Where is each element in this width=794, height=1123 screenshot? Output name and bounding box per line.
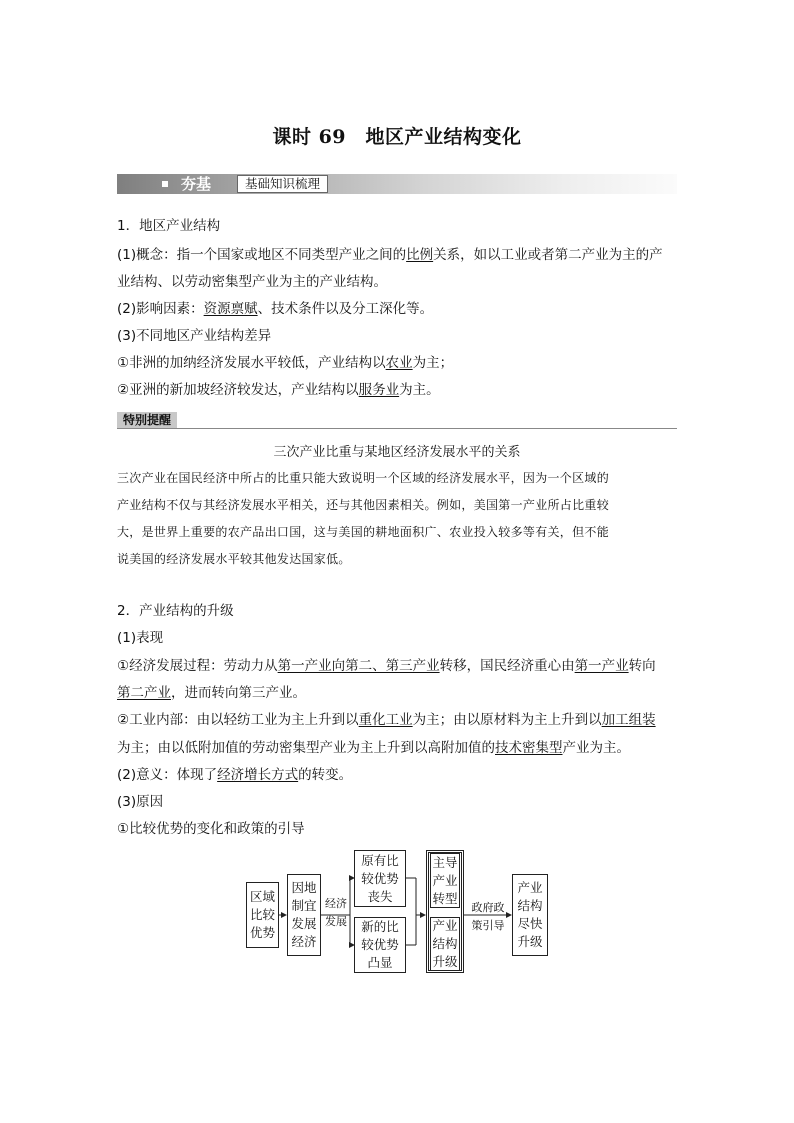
banner-tag-label: 基础知识梳理 [237,175,328,193]
box-structure-upgrade: 产业 结构 升级 [430,917,460,971]
box-local-development: 因地 制宜 发展 经济 [287,874,321,956]
asia-line: ②亚洲的新加坡经济较发达，产业结构以服务业为主。 [117,382,440,398]
factors-line: (2)影响因素：资源禀赋、技术条件以及分工深化等。 [117,301,434,317]
economic-process-line-2: 第二产业，进而转向第三产业。 [117,685,306,701]
reason-1-line: ①比较优势的变化和政策的引导 [117,821,305,837]
tip-label: 特别提醒 [117,412,177,428]
tip-text-line: 说美国的经济发展水平较其他发达国家低。 [117,552,351,566]
industry-line-2: 为主；由以低附加值的劳动密集型产业为主上升到以高附加值的技术密集型产业为主。 [117,740,630,756]
square-bullet-icon [162,181,168,187]
box-leading-industry-transform: 主导 产业 转型 [430,853,460,908]
performance-heading: (1)表现 [117,630,164,646]
significance-line: (2)意义：体现了经济增长方式的转变。 [117,767,353,783]
tip-text-line: 三次产业在国民经济中所占的比重只能大致说明一个区域的经济发展水平，因为一个区域的 [117,471,610,485]
box-new-advantage-emerges: 新的比 较优势 凸显 [354,917,406,973]
economic-process-line-1: ①经济发展过程：劳动力从第一产业向第二、第三产业转移，国民经济重心由第一产业转向 [117,658,656,674]
page-title: 课时 69 地区产业结构变化 [272,126,522,148]
tip-text-line: 产业结构不仅与其经济发展水平相关，还与其他因素相关。例如，美国第一产业所占比重较 [117,498,610,512]
box-regional-advantage: 区域 比较 优势 [246,882,279,948]
section-banner [117,174,677,194]
box-rapid-upgrade: 产业 结构 尽快 升级 [512,874,548,956]
tip-text-line: 大，是世界上重要的农产品出口国，这与美国的耕地面积广、农业投入较多等有关，但不能 [117,525,610,539]
tip-bar [117,412,677,429]
industry-line-1: ②工业内部：由以轻纺工业为主上升到以重化工业为主；由以原材料为主上升到以加工组装 [117,712,656,728]
flow-diagram [240,845,560,975]
differences-heading: (3)不同地区产业结构差异 [117,328,272,344]
concept-line-1: (1)概念：指一个国家或地区不同类型产业之间的比例关系，如以工业或者第二产业为主的产 [117,247,663,263]
label-economic-development: 经济 发展 [325,897,347,928]
concept-line-2: 业结构、以劳动密集型产业为主的产业结构。 [117,274,387,290]
section-1-heading: 1．地区产业结构 [117,218,221,234]
label-government-guidance: 政府政 策引导 [471,901,505,932]
banner-main-label: 夯基 [181,175,212,193]
reasons-heading: (3)原因 [117,794,164,810]
box-old-advantage-lost: 原有比 较优势 丧失 [354,850,406,907]
section-2-heading: 2．产业结构的升级 [117,603,234,619]
africa-line: ①非洲的加纳经济发展水平较低，产业结构以农业为主； [117,355,454,371]
tip-title: 三次产业比重与某地区经济发展水平的关系 [273,445,521,460]
